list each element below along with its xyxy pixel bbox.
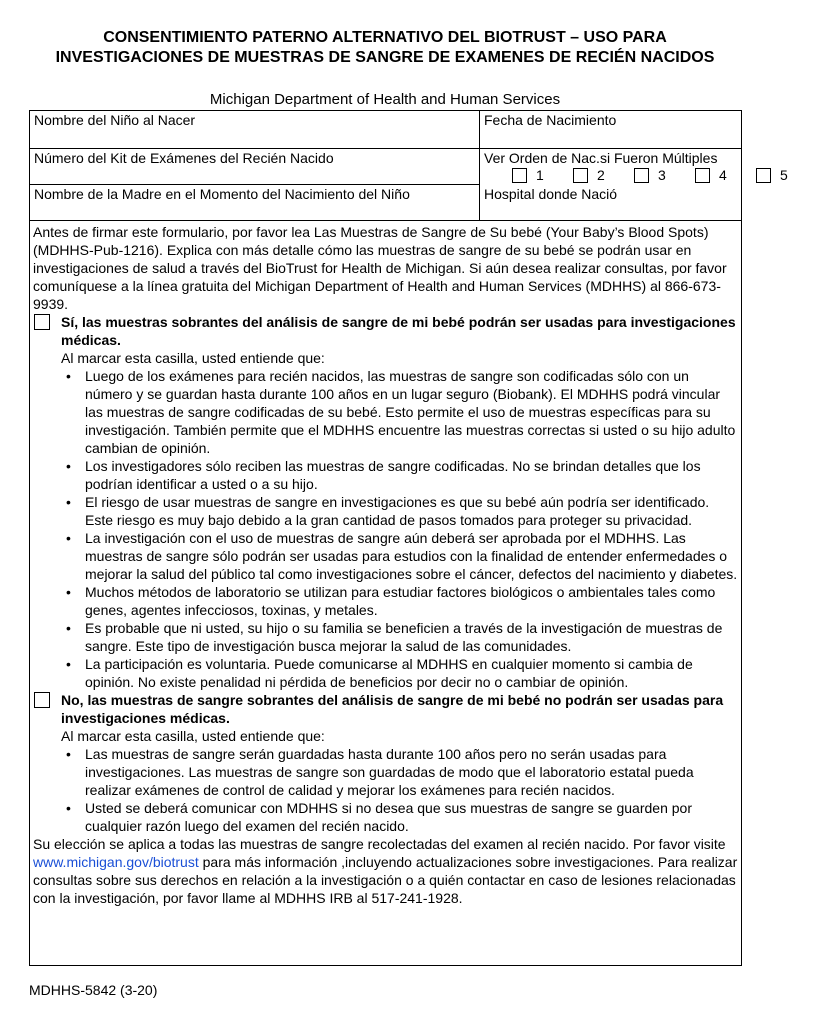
birth-order-checkbox-2[interactable] (573, 167, 634, 183)
checkbox-square (634, 168, 649, 183)
checkbox-square (573, 168, 588, 183)
list-item: • La investigación con el uso de muestras de sangre aún deberá ser aprobada por el MDHHS. Las muestras de sangre sólo podrán ser usadas para estudios con la finalidad de entender enfermedades o mejorar la salud del público tal como investigaciones sobre el cáncer, defectos del nacimiento y diabetes. (61, 529, 739, 583)
agency-name: Michigan Department of Health and Human Services (209, 91, 561, 108)
checkbox-label: 4 (719, 167, 727, 183)
checkbox-square (756, 168, 771, 183)
closing-paragraph (33, 835, 739, 907)
birth-date-field[interactable]: Fecha de Nacimiento (484, 112, 617, 128)
birth-order-checkbox-3[interactable] (634, 167, 695, 183)
list-item: • Muchos métodos de laboratorio se utilizan para estudiar factores biológicos o ambientales tales como genes, agentes infecciosos, toxinas, y metales. (61, 583, 739, 619)
birth-order-checkbox-5[interactable] (756, 167, 817, 183)
checkbox-label: 5 (780, 167, 788, 183)
consent-form (29, 110, 788, 966)
divider (30, 220, 741, 221)
checkbox-label: 2 (597, 167, 605, 183)
list-item: • Luego de los exámenes para recién nacidos, las muestras de sangre son codificadas sólo con un número y se guardan hasta durante 100 años en un lugar seguro (Biobank). El MDHHS podrá vincular las muestras de sangre codificadas de su bebé. Esto permite el uso de muestras específicas para su investigación. También permite que el MDHHS encuentre las muestras correctas si usted o su hijo adulto cambian de opinión. (61, 367, 739, 457)
list-item: • La participación es voluntaria. Puede comunicarse al MDHHS en cualquier momento si cambia de opinión. No existe penalidad ni pérdida de beneficios por decir no o cambiar de opinión. (61, 655, 739, 691)
column-divider (479, 111, 480, 221)
mother-name-field[interactable]: Nombre de la Madre en el Momento del Nacimiento del Niño (34, 186, 410, 202)
birth-order-label: Ver Orden de Nac.si Fueron Múltiples (484, 150, 718, 166)
list-item: • Los investigadores sólo reciben las muestras de sangre codificadas. No se brindan detalles que los podrían identificar a usted o a su hijo. (61, 457, 739, 493)
consent-body (33, 223, 739, 907)
no-checkbox[interactable] (34, 692, 50, 708)
list-item: • Usted se deberá comunicar con MDHHS si no desea que sus muestras de sangre se guarden por cualquier razón luego del examen del recién nacido. (61, 799, 739, 835)
divider (30, 184, 479, 185)
closing-text: para más información ,incluyendo actualizaciones sobre investigaciones. Para realizar consultas sobre sus derechos en relación a la investigación o a quién contactar en caso de lesiones relacionadas con la investigación, por favor llame al MDHHS IRB al 517-241-1928. (33, 854, 738, 906)
option-no[interactable] (33, 691, 739, 727)
child-name-field[interactable]: Nombre del Niño al Nacer (34, 112, 196, 128)
birth-order-options (512, 167, 817, 183)
yes-checkbox[interactable] (34, 314, 50, 330)
closing-text: Su elección se aplica a todas las muestras de sangre recolectadas del examen al recién nacido. Por favor visite (33, 836, 726, 852)
checkbox-square (512, 168, 527, 183)
biotrust-link[interactable]: www.michigan.gov/biotrust (33, 854, 199, 870)
checkbox-square (695, 168, 710, 183)
hospital-field[interactable]: Hospital donde Nació (484, 186, 618, 202)
birth-order-checkbox-4[interactable] (695, 167, 756, 183)
divider (30, 148, 741, 149)
checkbox-label: 3 (658, 167, 666, 183)
intro-paragraph: Antes de firmar este formulario, por favor lea Las Muestras de Sangre de Su bebé (Your Baby’s Blood Spots) (MDHHS-Pub-1216). Explica con más detalle cómo las muestras de sangre de su bebé se podrán usar en investigaciones de salud a través del BioTrust for Health de Michigan. Si aún desea realizar consultas, por favor comuníquese a la línea gratuita del Michigan Department of Health and Human Services (MDHHS) al 866-673-9939. (33, 224, 727, 312)
checkbox-label: 1 (536, 167, 544, 183)
no-bullets (33, 745, 739, 835)
form-code: MDHHS-5842 (3-20) (29, 982, 158, 998)
no-label: No, las muestras de sangre sobrantes del análisis de sangre de mi bebé no podrán ser usadas para investigaciones médicas. (61, 692, 724, 726)
birth-order-checkbox-1[interactable] (512, 167, 573, 183)
list-item: • Es probable que ni usted, su hijo o su familia se beneficien a través de la investigación de muestras de sangre. Este tipo de investigación busca mejorar la salud de las comunidades. (61, 619, 739, 655)
option-yes[interactable] (33, 313, 739, 349)
list-item: • Las muestras de sangre serán guardadas hasta durante 100 años pero no serán usadas para investigaciones. Las muestras de sangre son guardadas de modo que el laboratorio estatal pueda realizar exámenes de control de calidad y mejorar los exámenes para recién nacidos. (61, 745, 739, 799)
yes-label: Sí, las muestras sobrantes del análisis de sangre de mi bebé podrán ser usadas para investigaciones médicas. (61, 314, 736, 348)
yes-bullets (33, 367, 739, 691)
no-lead: Al marcar esta casilla, usted entiende que: (61, 728, 325, 744)
list-item: • El riesgo de usar muestras de sangre en investigaciones es que su bebé aún podría ser identificado. Este riesgo es muy bajo debido a la gran cantidad de pasos tomados para proteger su privacidad. (61, 493, 739, 529)
kit-number-field[interactable]: Número del Kit de Exámenes del Recién Nacido (34, 150, 334, 166)
yes-lead: Al marcar esta casilla, usted entiende que: (61, 350, 325, 366)
form-title: CONSENTIMIENTO PATERNO ALTERNATIVO DEL BIOTRUST – USO PARA INVESTIGACIONES DE MUESTRAS DE SANGRE DE EXAMENES DE RECIÉN NACIDOS (55, 29, 715, 66)
